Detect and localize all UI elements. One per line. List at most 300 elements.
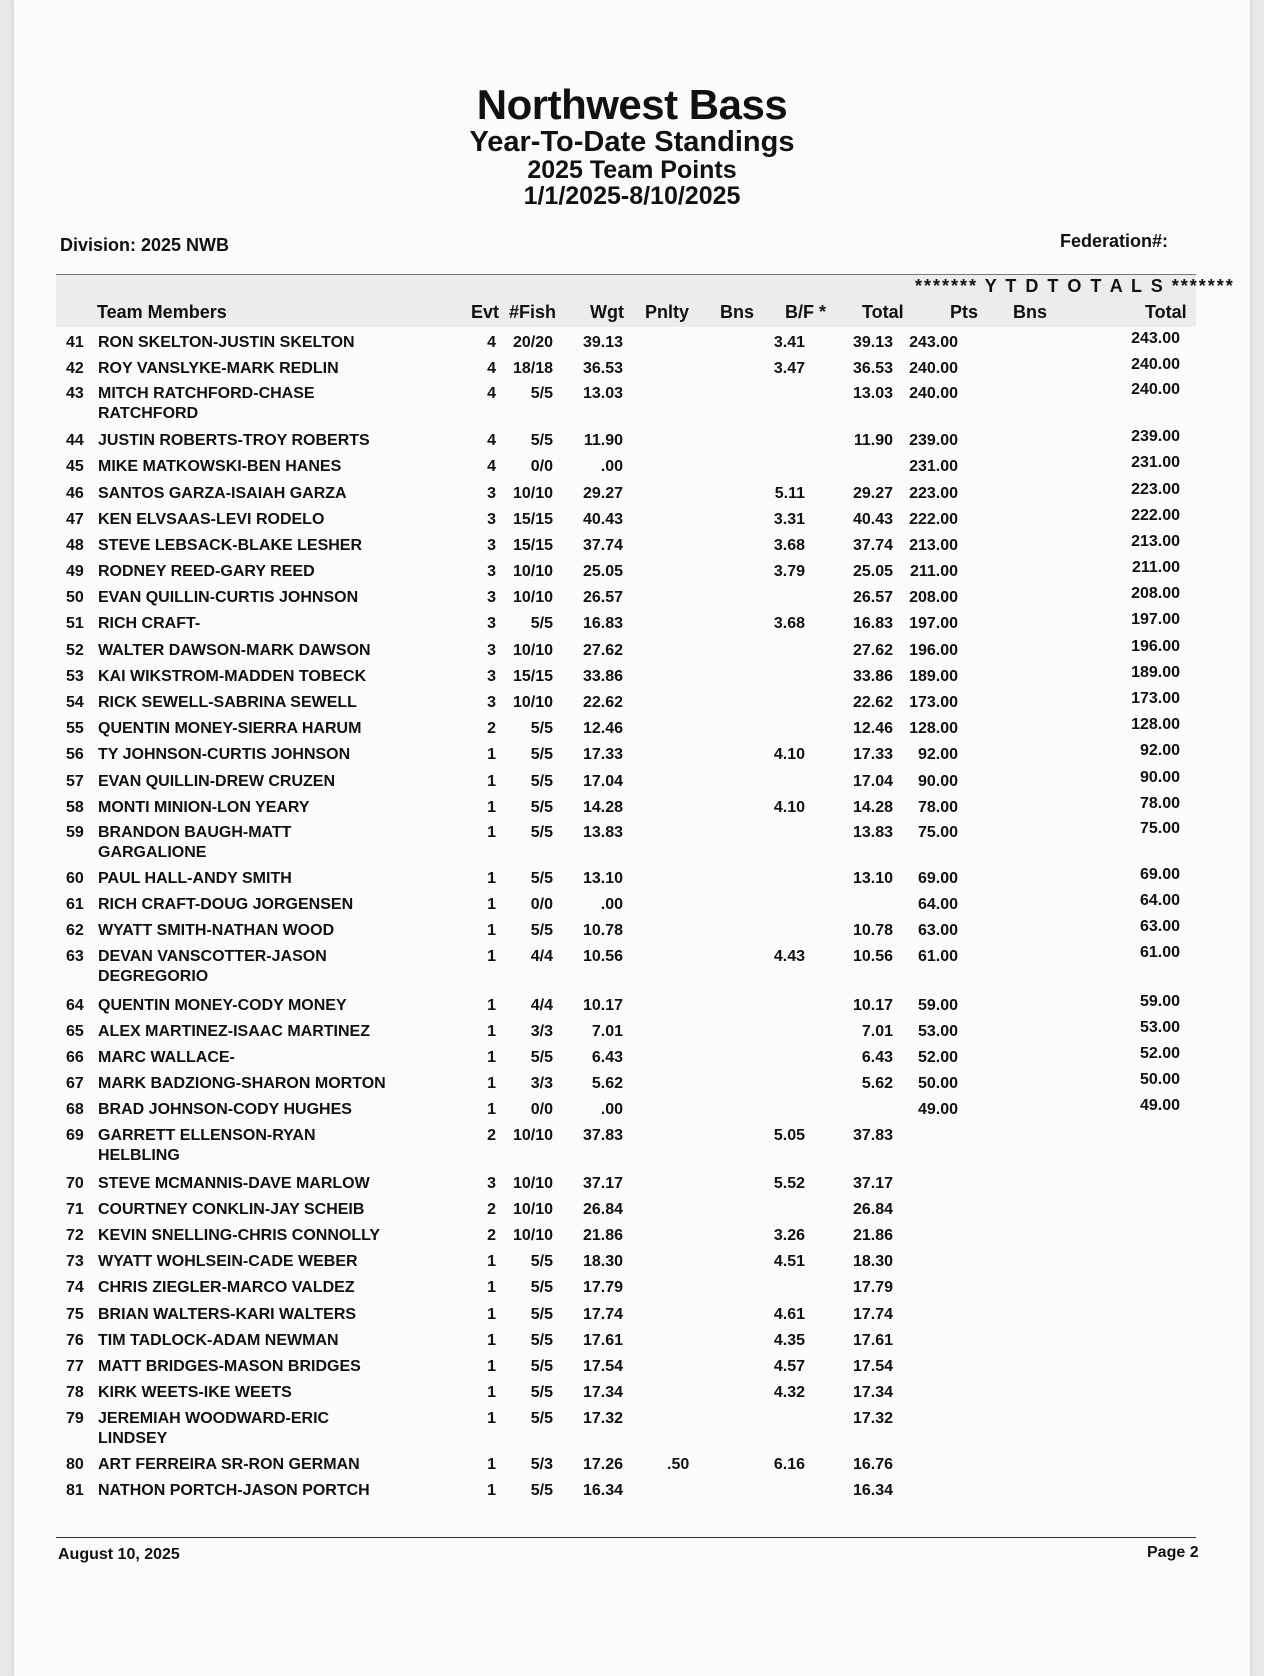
total-value: 16.83	[852, 615, 893, 632]
pts-value: 211.00	[909, 563, 958, 580]
evt-value: 2	[487, 1201, 496, 1218]
total-value: 17.32	[852, 1410, 893, 1427]
rank: 46	[66, 485, 84, 502]
wgt-value: 21.86	[582, 1227, 623, 1244]
wgt-value: .00	[600, 896, 623, 913]
rank: 44	[66, 432, 84, 449]
bf-value: 4.57	[773, 1358, 805, 1375]
ytd-total-value: 243.00	[1131, 330, 1180, 347]
col-bf: B/F *	[785, 302, 827, 322]
team-name: MONTI MINION-LON YEARY	[98, 799, 310, 816]
pts-value: 239.00	[909, 432, 958, 449]
rank: 59	[66, 824, 84, 841]
fish-value: 18/18	[512, 360, 553, 377]
rank: 62	[66, 922, 84, 939]
pts-value: 208.00	[909, 589, 958, 606]
wgt-value: 17.04	[582, 773, 623, 790]
pts-value: 196.00	[909, 642, 958, 659]
fish-value: 5/5	[530, 773, 553, 790]
fish-value: 0/0	[530, 1101, 553, 1118]
evt-value: 3	[487, 511, 496, 528]
pts-value: 240.00	[909, 385, 958, 402]
ytd-total-value: 197.00	[1131, 611, 1180, 628]
wgt-value: 36.53	[582, 360, 623, 377]
total-value: 5.62	[861, 1075, 893, 1092]
evt-value: 1	[487, 948, 496, 965]
fish-value: 5/5	[530, 1384, 553, 1401]
fish-value: 5/5	[530, 824, 553, 841]
wgt-value: 37.74	[582, 537, 623, 554]
fish-value: 3/3	[530, 1023, 553, 1040]
rank: 78	[66, 1384, 84, 1401]
rank: 67	[66, 1075, 84, 1092]
team-name: BRAD JOHNSON-CODY HUGHES	[98, 1101, 352, 1118]
pts-value: 75.00	[917, 824, 958, 841]
total-value: 17.04	[852, 773, 893, 790]
team-name: QUENTIN MONEY-CODY MONEY	[98, 997, 347, 1014]
fish-value: 10/10	[512, 642, 553, 659]
wgt-value: 16.34	[582, 1482, 623, 1499]
total-value: 12.46	[852, 720, 893, 737]
team-name: STEVE MCMANNIS-DAVE MARLOW	[98, 1175, 370, 1192]
evt-value: 4	[487, 432, 496, 449]
total-value: 17.61	[852, 1332, 893, 1349]
evt-value: 3	[487, 694, 496, 711]
footer-date: August 10, 2025	[58, 1546, 180, 1563]
wgt-value: 39.13	[582, 334, 623, 351]
rank: 57	[66, 773, 84, 790]
report-header	[0, 81, 1264, 210]
team-name: KEN ELVSAAS-LEVI RODELO	[98, 511, 325, 528]
fish-value: 3/3	[530, 1075, 553, 1092]
wgt-value: 17.32	[582, 1410, 623, 1427]
pts-value: 78.00	[917, 799, 958, 816]
pts-value: 49.00	[917, 1101, 958, 1118]
bf-value: 4.10	[773, 746, 805, 763]
evt-value: 3	[487, 615, 496, 632]
report-subtitle-points: 2025 Team Points	[527, 156, 737, 184]
col-ytd-total: Total	[1145, 302, 1187, 322]
wgt-value: 5.62	[591, 1075, 623, 1092]
team-name: RICK SEWELL-SABRINA SEWELL	[98, 694, 357, 711]
fish-value: 15/15	[512, 537, 553, 554]
col-pnlty: Pnlty	[645, 302, 690, 322]
ytd-total-value: 59.00	[1139, 993, 1180, 1010]
evt-value: 1	[487, 997, 496, 1014]
rank: 75	[66, 1306, 84, 1323]
rank: 41	[66, 334, 84, 351]
wgt-value: 14.28	[582, 799, 623, 816]
total-value: 37.17	[852, 1175, 893, 1192]
wgt-value: 16.83	[582, 615, 623, 632]
team-name: MARK BADZIONG-SHARON MORTON	[98, 1075, 386, 1092]
rank: 50	[66, 589, 84, 606]
fish-value: 15/15	[512, 511, 553, 528]
wgt-value: 17.74	[582, 1306, 623, 1323]
evt-value: 1	[487, 896, 496, 913]
total-value: 10.78	[852, 922, 893, 939]
fish-value: 10/10	[512, 1175, 553, 1192]
ytd-total-value: 211.00	[1131, 559, 1180, 576]
team-name: PAUL HALL-ANDY SMITH	[98, 870, 292, 887]
rank: 48	[66, 537, 84, 554]
rank: 58	[66, 799, 84, 816]
pts-value: 240.00	[909, 360, 958, 377]
fish-value: 15/15	[512, 668, 553, 685]
report-subtitle: Year-To-Date Standings	[469, 126, 795, 158]
ytd-total-value: 222.00	[1131, 507, 1180, 524]
bf-value: 4.10	[773, 799, 805, 816]
pnlty-value: .50	[667, 1456, 690, 1473]
team-name: DEVAN VANSCOTTER-JASON DEGREGORIO	[98, 948, 327, 985]
wgt-value: 26.57	[582, 589, 623, 606]
evt-value: 3	[487, 1175, 496, 1192]
evt-value: 1	[487, 1023, 496, 1040]
bf-value: 4.51	[773, 1253, 805, 1270]
rank: 77	[66, 1358, 84, 1375]
rank: 71	[66, 1201, 84, 1218]
total-value: 7.01	[861, 1023, 893, 1040]
pts-value: 92.00	[917, 746, 958, 763]
wgt-value: .00	[600, 458, 623, 475]
total-value: 17.74	[852, 1306, 893, 1323]
team-name: MARC WALLACE-	[98, 1049, 235, 1066]
total-value: 40.43	[852, 511, 893, 528]
wgt-value: 40.43	[582, 511, 623, 528]
team-name: RODNEY REED-GARY REED	[98, 563, 315, 580]
total-value: 37.74	[852, 537, 893, 554]
evt-value: 1	[487, 1358, 496, 1375]
team-name: GARRETT ELLENSON-RYAN HELBLING	[98, 1127, 316, 1164]
pts-value: 189.00	[909, 668, 958, 685]
wgt-value: 33.86	[582, 668, 623, 685]
total-value: 29.27	[852, 485, 893, 502]
report-date-range: 1/1/2025-8/10/2025	[523, 182, 741, 210]
pts-value: 222.00	[909, 511, 958, 528]
team-name: ART FERREIRA SR-RON GERMAN	[98, 1456, 360, 1473]
evt-value: 4	[487, 360, 496, 377]
fish-value: 5/5	[530, 799, 553, 816]
ytd-total-value: 52.00	[1139, 1045, 1180, 1062]
evt-value: 2	[487, 720, 496, 737]
wgt-value: 17.61	[582, 1332, 623, 1349]
wgt-value: 13.10	[582, 870, 623, 887]
fish-value: 5/5	[530, 1306, 553, 1323]
total-value: 21.86	[852, 1227, 893, 1244]
pts-value: 59.00	[917, 997, 958, 1014]
evt-value: 4	[487, 385, 496, 402]
evt-value: 2	[487, 1127, 496, 1144]
fish-value: 10/10	[512, 589, 553, 606]
rank: 45	[66, 458, 84, 475]
rank: 63	[66, 948, 84, 965]
team-name: COURTNEY CONKLIN-JAY SCHEIB	[98, 1201, 365, 1218]
fish-value: 10/10	[512, 1127, 553, 1144]
fish-value: 5/5	[530, 432, 553, 449]
team-name: MITCH RATCHFORD-CHASE RATCHFORD	[98, 385, 315, 422]
total-value: 36.53	[852, 360, 893, 377]
fish-value: 5/3	[530, 1456, 553, 1473]
col-pts: Pts	[950, 302, 979, 322]
pts-value: 173.00	[909, 694, 958, 711]
rank: 66	[66, 1049, 84, 1066]
team-name: MIKE MATKOWSKI-BEN HANES	[98, 458, 342, 475]
total-value: 17.54	[852, 1358, 893, 1375]
ytd-total-value: 61.00	[1139, 944, 1180, 961]
fish-value: 10/10	[512, 563, 553, 580]
team-name: TIM TADLOCK-ADAM NEWMAN	[98, 1332, 339, 1349]
ytd-total-value: 50.00	[1139, 1071, 1180, 1088]
evt-value: 3	[487, 668, 496, 685]
team-name: RICH CRAFT-DOUG JORGENSEN	[98, 896, 354, 913]
total-value: 26.57	[852, 589, 893, 606]
total-value: 6.43	[861, 1049, 893, 1066]
pts-value: 64.00	[917, 896, 958, 913]
fish-value: 5/5	[530, 922, 553, 939]
pts-value: 69.00	[917, 870, 958, 887]
wgt-value: 12.46	[582, 720, 623, 737]
team-name: ROY VANSLYKE-MARK REDLIN	[98, 360, 339, 377]
ytd-total-value: 196.00	[1131, 638, 1180, 655]
evt-value: 1	[487, 1101, 496, 1118]
ytd-total-value: 189.00	[1131, 664, 1180, 681]
ytd-total-value: 90.00	[1139, 769, 1180, 786]
pts-value: 223.00	[909, 485, 958, 502]
rank: 47	[66, 511, 84, 528]
ytd-total-value: 213.00	[1131, 533, 1180, 550]
ytd-total-value: 92.00	[1139, 742, 1180, 759]
total-value: 16.34	[852, 1482, 893, 1499]
wgt-value: 13.83	[582, 824, 623, 841]
team-name: WYATT SMITH-NATHAN WOOD	[98, 922, 335, 939]
team-name: WYATT WOHLSEIN-CADE WEBER	[98, 1253, 358, 1270]
col-fish: #Fish	[509, 302, 557, 322]
fish-value: 4/4	[530, 997, 553, 1014]
rank: 61	[66, 896, 84, 913]
pts-value: 50.00	[917, 1075, 958, 1092]
col-team-members: Team Members	[97, 302, 227, 322]
bf-value: 3.79	[773, 563, 805, 580]
fish-value: 4/4	[530, 948, 553, 965]
ytd-total-value: 240.00	[1131, 381, 1180, 398]
evt-value: 1	[487, 1332, 496, 1349]
evt-value: 1	[487, 1049, 496, 1066]
federation-label: Federation#:	[1060, 231, 1169, 251]
evt-value: 1	[487, 1456, 496, 1473]
ytd-total-value: 231.00	[1131, 454, 1180, 471]
evt-value: 3	[487, 642, 496, 659]
wgt-value: 17.54	[582, 1358, 623, 1375]
team-name: TY JOHNSON-CURTIS JOHNSON	[98, 746, 351, 763]
total-value: 39.13	[852, 334, 893, 351]
total-value: 17.34	[852, 1384, 893, 1401]
wgt-value: .00	[600, 1101, 623, 1118]
col-total: Total	[862, 302, 904, 322]
total-value: 27.62	[852, 642, 893, 659]
team-name: MATT BRIDGES-MASON BRIDGES	[98, 1358, 361, 1375]
wgt-value: 26.84	[582, 1201, 623, 1218]
wgt-value: 37.83	[582, 1127, 623, 1144]
rank: 51	[66, 615, 84, 632]
rank: 53	[66, 668, 84, 685]
team-name: KAI WIKSTROM-MADDEN TOBECK	[98, 668, 367, 685]
rank: 69	[66, 1127, 84, 1144]
total-value: 14.28	[852, 799, 893, 816]
total-value: 11.90	[853, 432, 893, 449]
pts-value: 197.00	[909, 615, 958, 632]
evt-value: 3	[487, 537, 496, 554]
pts-value: 243.00	[909, 334, 958, 351]
wgt-value: 18.30	[582, 1253, 623, 1270]
wgt-value: 22.62	[582, 694, 623, 711]
ytd-total-value: 173.00	[1131, 690, 1180, 707]
evt-value: 1	[487, 824, 496, 841]
col-bns: Bns	[720, 302, 755, 322]
pts-value: 213.00	[909, 537, 958, 554]
wgt-value: 17.33	[582, 746, 623, 763]
bf-value: 3.47	[773, 360, 805, 377]
team-name: JUSTIN ROBERTS-TROY ROBERTS	[98, 432, 370, 449]
total-value: 18.30	[852, 1253, 893, 1270]
total-value: 13.83	[852, 824, 893, 841]
rank: 80	[66, 1456, 84, 1473]
bf-value: 3.68	[773, 615, 805, 632]
wgt-value: 17.34	[582, 1384, 623, 1401]
pts-value: 53.00	[917, 1023, 958, 1040]
rank: 76	[66, 1332, 84, 1349]
evt-value: 1	[487, 922, 496, 939]
division-label: Division: 2025 NWB	[60, 235, 230, 255]
evt-value: 3	[487, 485, 496, 502]
bf-value: 6.16	[773, 1456, 805, 1473]
total-value: 17.79	[852, 1279, 893, 1296]
fish-value: 10/10	[512, 1227, 553, 1244]
evt-value: 2	[487, 1227, 496, 1244]
ytd-total-value: 78.00	[1139, 795, 1180, 812]
wgt-value: 25.05	[582, 563, 623, 580]
rank: 64	[66, 997, 84, 1014]
team-name: ALEX MARTINEZ-ISAAC MARTINEZ	[98, 1023, 370, 1040]
fish-value: 5/5	[530, 870, 553, 887]
fish-value: 5/5	[530, 1253, 553, 1270]
fish-value: 20/20	[512, 334, 553, 351]
fish-value: 5/5	[530, 615, 553, 632]
footer-page-number: Page 2	[1147, 1544, 1199, 1561]
ytd-total-value: 53.00	[1139, 1019, 1180, 1036]
total-value: 10.17	[852, 997, 893, 1014]
report-title: Northwest Bass	[476, 81, 788, 128]
wgt-value: 17.79	[582, 1279, 623, 1296]
team-name: QUENTIN MONEY-SIERRA HARUM	[98, 720, 362, 737]
wgt-value: 10.17	[582, 997, 623, 1014]
rank: 81	[66, 1482, 84, 1499]
team-name: STEVE LEBSACK-BLAKE LESHER	[98, 537, 363, 554]
evt-value: 1	[487, 1306, 496, 1323]
ytd-total-value: 128.00	[1131, 716, 1180, 733]
team-name: KEVIN SNELLING-CHRIS CONNOLLY	[98, 1227, 381, 1244]
evt-value: 3	[487, 589, 496, 606]
ytd-total-value: 240.00	[1131, 356, 1180, 373]
bf-value: 5.11	[774, 485, 805, 502]
ytd-total-value: 208.00	[1131, 585, 1180, 602]
wgt-value: 10.56	[582, 948, 623, 965]
rank: 52	[66, 642, 84, 659]
bf-value: 4.32	[773, 1384, 805, 1401]
wgt-value: 7.01	[591, 1023, 623, 1040]
evt-value: 4	[487, 334, 496, 351]
col-wgt: Wgt	[590, 302, 624, 322]
bf-value: 3.31	[773, 511, 805, 528]
ytd-total-value: 49.00	[1139, 1097, 1180, 1114]
bf-value: 3.26	[773, 1227, 805, 1244]
evt-value: 1	[487, 1482, 496, 1499]
fish-value: 10/10	[512, 694, 553, 711]
wgt-value: 11.90	[583, 432, 623, 449]
fish-value: 5/5	[530, 1279, 553, 1296]
rank: 42	[66, 360, 84, 377]
evt-value: 3	[487, 563, 496, 580]
bf-value: 5.05	[773, 1127, 805, 1144]
bf-value: 3.41	[773, 334, 805, 351]
ytd-totals-banner: ******* Y T D T O T A L S *******	[915, 276, 1235, 296]
bf-value: 4.43	[773, 948, 805, 965]
evt-value: 1	[487, 746, 496, 763]
total-value: 25.05	[852, 563, 893, 580]
rank: 43	[66, 385, 84, 402]
footer-rule	[56, 1537, 1196, 1538]
pts-value: 128.00	[909, 720, 958, 737]
rank: 70	[66, 1175, 84, 1192]
rank: 55	[66, 720, 84, 737]
fish-value: 5/5	[530, 1358, 553, 1375]
wgt-value: 27.62	[582, 642, 623, 659]
rank: 65	[66, 1023, 84, 1040]
team-name: KIRK WEETS-IKE WEETS	[98, 1384, 292, 1401]
fish-value: 5/5	[530, 720, 553, 737]
total-value: 26.84	[852, 1201, 893, 1218]
team-name: RON SKELTON-JUSTIN SKELTON	[98, 334, 355, 351]
evt-value: 4	[487, 458, 496, 475]
team-name: NATHON PORTCH-JASON PORTCH	[98, 1482, 370, 1499]
team-name: JEREMIAH WOODWARD-ERIC LINDSEY	[98, 1410, 330, 1447]
evt-value: 1	[487, 1410, 496, 1427]
rank: 79	[66, 1410, 84, 1427]
evt-value: 1	[487, 1075, 496, 1092]
evt-value: 1	[487, 799, 496, 816]
wgt-value: 37.17	[582, 1175, 623, 1192]
col-evt: Evt	[471, 302, 500, 322]
pts-value: 90.00	[917, 773, 958, 790]
evt-value: 1	[487, 870, 496, 887]
total-value: 10.56	[852, 948, 893, 965]
ytd-total-value: 223.00	[1131, 481, 1180, 498]
rank: 73	[66, 1253, 84, 1270]
team-name: EVAN QUILLIN-DREW CRUZEN	[98, 773, 336, 790]
ytd-total-value: 69.00	[1139, 866, 1180, 883]
team-name: WALTER DAWSON-MARK DAWSON	[98, 642, 371, 659]
fish-value: 5/5	[530, 1332, 553, 1349]
fish-value: 5/5	[530, 1410, 553, 1427]
fish-value: 10/10	[512, 485, 553, 502]
bf-value: 4.61	[773, 1306, 805, 1323]
pts-value: 63.00	[917, 922, 958, 939]
fish-value: 5/5	[530, 746, 553, 763]
fish-value: 5/5	[530, 385, 553, 402]
total-value: 37.83	[852, 1127, 893, 1144]
ytd-total-value: 239.00	[1131, 428, 1180, 445]
total-value: 13.03	[852, 385, 893, 402]
bf-value: 4.35	[773, 1332, 805, 1349]
